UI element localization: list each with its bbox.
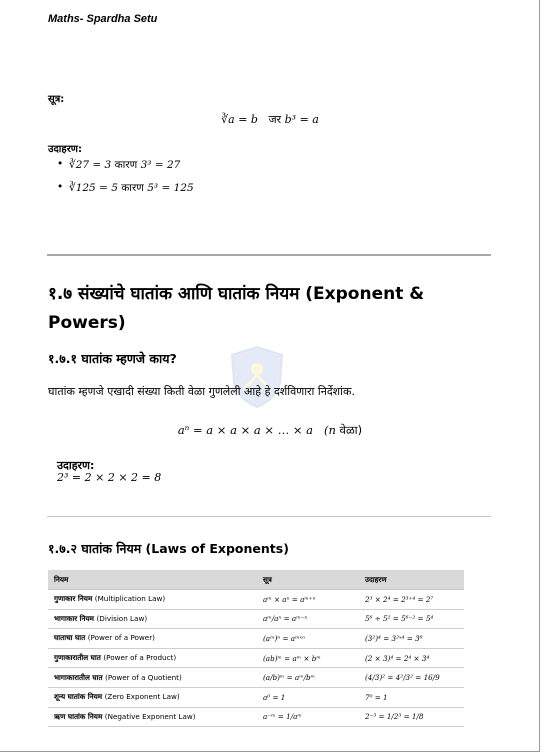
table-row	[48, 609, 464, 629]
law-name	[48, 668, 257, 688]
law-formula: aᵐ × aⁿ = aᵐ⁺ⁿ	[257, 590, 359, 610]
law-name-en: (Division Law)	[96, 613, 148, 623]
section-title-1-7-1: १.७.१ घातांक म्हणजे काय?	[48, 351, 177, 366]
law-example: 2³ × 2⁴ = 2³⁺⁴ = 2⁷	[359, 590, 464, 610]
logo-watermark-icon	[230, 345, 284, 409]
law-name-mr: ऋण घातांक नियम	[54, 711, 103, 721]
law-example: 2⁻³ = 1/2³ = 1/8	[359, 707, 464, 727]
examples-label: उदाहरण:	[48, 144, 83, 155]
section-divider	[47, 254, 491, 256]
section-divider	[47, 516, 491, 517]
table-row	[48, 629, 464, 649]
exponent-definition: घातांक म्हणजे एखादी संख्या किती वेळा गुणलेली आहे हे दर्शविणारा निर्देशांक.	[48, 385, 355, 398]
example-rhs: 3³ = 27	[140, 159, 181, 171]
law-name-en: (Power of a Product)	[103, 653, 177, 663]
list-item	[57, 181, 194, 204]
page-header: Maths- Spardha Setu	[48, 13, 158, 25]
law-name-mr: शून्य घातांक नियम	[54, 692, 103, 702]
formula-lhs: ∛a = b	[221, 113, 258, 126]
formula-label: सूत्र:	[48, 94, 65, 105]
example-label: उदाहरण:	[57, 459, 95, 472]
law-name-en: (Zero Exponent Law)	[104, 692, 180, 702]
example-lhs: ∛27 = 3	[69, 159, 112, 171]
example-rhs: 5³ = 125	[147, 182, 194, 194]
law-example: 7⁰ = 1	[359, 687, 464, 707]
law-name-en: (Power of a Power)	[87, 633, 155, 643]
equation-word: वेळा)	[339, 423, 363, 437]
law-formula: aᵐ/aⁿ = aᵐ⁻ⁿ	[257, 609, 359, 629]
law-formula: (a/b)ᵐ = aᵐ/bᵐ	[257, 668, 359, 688]
law-formula: (aᵐ)ⁿ = aᵐˣⁿ	[257, 629, 359, 649]
equation-var: (n	[323, 423, 336, 437]
law-name-en: (Negative Exponent Law)	[104, 711, 196, 721]
table-row	[48, 707, 464, 727]
table-header-row	[48, 570, 464, 590]
law-name	[48, 629, 257, 649]
column-header: नियम	[48, 570, 257, 590]
example-karan: कारण	[114, 159, 138, 171]
law-name	[48, 609, 257, 629]
law-formula: (ab)ᵐ = aᵐ × bᵐ	[257, 648, 359, 668]
law-name	[48, 687, 257, 707]
law-name-mr: गुणाकार नियम	[54, 594, 93, 604]
law-example: 5⁶ ÷ 5² = 5⁶⁻² = 5⁴	[359, 609, 464, 629]
law-example: (2 × 3)⁴ = 2⁴ × 3⁴	[359, 648, 464, 668]
law-name	[48, 707, 257, 727]
law-name-en: (Power of a Quotient)	[105, 672, 182, 682]
exponent-equation	[0, 423, 540, 438]
example-karan: कारण	[121, 182, 144, 194]
law-example: (3²)⁴ = 3²ˣ⁴ = 3⁸	[359, 629, 464, 649]
cube-root-formula	[0, 112, 540, 127]
column-header: सूत्र	[257, 570, 359, 590]
law-name-mr: भागाकारातील घात	[54, 672, 103, 682]
table-row	[48, 648, 464, 668]
column-header: उदाहरण	[359, 570, 464, 590]
table-row	[48, 668, 464, 688]
formula-rhs: b³ = a	[284, 113, 319, 126]
exponent-laws-table	[48, 570, 464, 727]
law-name-mr: घाताचा घात	[54, 633, 86, 643]
examples-list	[57, 158, 194, 204]
example-lhs: ∛125 = 5	[69, 182, 118, 194]
example-equation: 2³ = 2 × 2 × 2 = 8	[57, 471, 162, 484]
law-example: (4/3)² = 4²/3² = 16/9	[359, 668, 464, 688]
section-title-1-7: १.७ संख्यांचे घातांक आणि घातांक नियम (Exponent & Powers)	[48, 284, 425, 333]
law-name-mr: भागाकार नियम	[54, 613, 94, 623]
law-name-en: (Multiplication Law)	[94, 594, 166, 604]
law-formula: a⁻ᵐ = 1/aᵐ	[257, 707, 359, 727]
law-name	[48, 648, 257, 668]
law-name-mr: गुणाकारातील घात	[54, 653, 101, 663]
formula-jar-word: जर	[268, 113, 282, 126]
law-formula: a⁰ = 1	[257, 687, 359, 707]
list-item	[57, 158, 194, 181]
law-name	[48, 590, 257, 610]
section-title-1-7-2: १.७.२ घातांक नियम (Laws of Exponents)	[48, 541, 289, 556]
equation-main: aⁿ = a × a × a × … × a	[177, 423, 314, 437]
table-row	[48, 590, 464, 610]
table-row	[48, 687, 464, 707]
